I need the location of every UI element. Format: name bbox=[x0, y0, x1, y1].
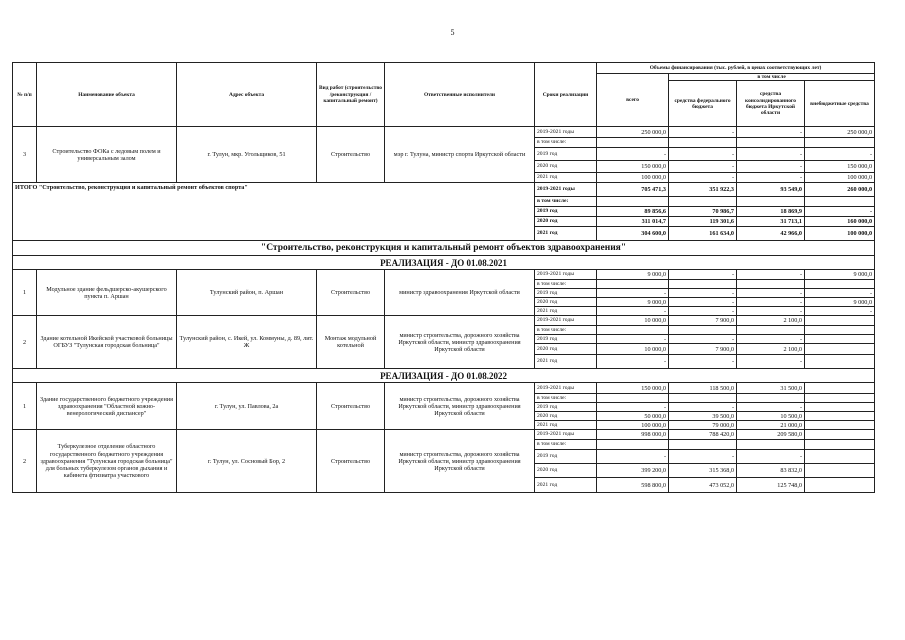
period-cell: 2020 год bbox=[535, 217, 597, 227]
extra-cell bbox=[805, 355, 875, 369]
extra-cell bbox=[805, 421, 875, 430]
federal-cell: 39 500,0 bbox=[669, 412, 737, 421]
col-name: Наименование объекта bbox=[37, 63, 177, 127]
object-responsible: министр строительства, дорожного хозяйства Иркутской области, министр здравоохранения Иркутской области bbox=[385, 316, 535, 369]
col-extra: внебюджетные средства bbox=[805, 81, 875, 127]
object-number: 2 bbox=[13, 430, 37, 493]
regional-cell bbox=[737, 326, 805, 335]
object-address: Тулунский район, п. Аршан bbox=[177, 270, 317, 316]
object-address: г. Тулун, мкр. Угольщиков, 51 bbox=[177, 127, 317, 183]
object-address: Тулунский район, с. Икей, ул. Коммуны, д. 89, лит. Ж bbox=[177, 316, 317, 369]
federal-cell bbox=[669, 394, 737, 403]
object-address: г. Тулун, ул. Павлова, 2а bbox=[177, 383, 317, 430]
extra-cell: 100 000,0 bbox=[805, 173, 875, 183]
total-cell: 10 000,0 bbox=[597, 316, 669, 326]
object-number: 1 bbox=[13, 383, 37, 430]
period-cell: 2019-2021 годы bbox=[535, 316, 597, 326]
total-cell: 598 800,0 bbox=[597, 478, 669, 493]
object-number: 3 bbox=[13, 127, 37, 183]
period-cell: 2021 год bbox=[535, 173, 597, 183]
extra-cell bbox=[805, 335, 875, 344]
regional-cell bbox=[737, 280, 805, 289]
col-total: всего bbox=[597, 74, 669, 127]
regional-cell: - bbox=[737, 289, 805, 298]
extra-cell bbox=[805, 316, 875, 326]
total-cell bbox=[597, 197, 669, 207]
period-cell: в том числе: bbox=[535, 138, 597, 148]
regional-cell: 10 500,0 bbox=[737, 412, 805, 421]
extra-cell bbox=[805, 394, 875, 403]
federal-cell: 7 900,0 bbox=[669, 316, 737, 326]
object-name: Модульное здание фельдшерско-акушерского пункта п. Аршан bbox=[37, 270, 177, 316]
extra-cell bbox=[805, 430, 875, 440]
extra-cell bbox=[805, 464, 875, 478]
regional-cell: - bbox=[737, 335, 805, 344]
regional-cell: - bbox=[737, 270, 805, 280]
col-regional: средства консолидированного бюджета Иркутской области bbox=[737, 81, 805, 127]
federal-cell: 70 986,7 bbox=[669, 207, 737, 217]
page-number: 5 bbox=[450, 28, 455, 37]
federal-cell: - bbox=[669, 403, 737, 412]
federal-cell: 118 500,0 bbox=[669, 383, 737, 394]
extra-cell bbox=[805, 450, 875, 464]
extra-cell bbox=[805, 280, 875, 289]
object-address: г. Тулун, ул. Сосновый Бор, 2 bbox=[177, 430, 317, 493]
object-name: Строительство ФОКа с ледовым полем и универсальным залом bbox=[37, 127, 177, 183]
extra-cell: 9 000,0 bbox=[805, 270, 875, 280]
regional-cell: 42 966,0 bbox=[737, 227, 805, 241]
extra-cell: 100 000,0 bbox=[805, 227, 875, 241]
object-work-type: Строительство bbox=[317, 430, 385, 493]
federal-cell bbox=[669, 138, 737, 148]
extra-cell bbox=[805, 326, 875, 335]
total-cell: 399 200,0 bbox=[597, 464, 669, 478]
period-cell: 2021 год bbox=[535, 355, 597, 369]
regional-cell bbox=[737, 138, 805, 148]
extra-cell: 160 000,0 bbox=[805, 217, 875, 227]
itogo-row bbox=[13, 183, 875, 197]
regional-cell: - bbox=[737, 173, 805, 183]
federal-cell: - bbox=[669, 161, 737, 173]
object-name: Здание государственного бюджетного учреждения здравоохранения "Областной кожно-венерологический диспансер" bbox=[37, 383, 177, 430]
extra-cell: 150 000,0 bbox=[805, 161, 875, 173]
total-cell: 9 000,0 bbox=[597, 298, 669, 307]
object-responsible: мэр г. Тулуна, министр спорта Иркутской области bbox=[385, 127, 535, 183]
federal-cell: 119 301,6 bbox=[669, 217, 737, 227]
table-row bbox=[13, 383, 875, 394]
federal-cell: 315 368,0 bbox=[669, 464, 737, 478]
col-federal: средства федерального бюджета bbox=[669, 81, 737, 127]
federal-cell: 788 420,0 bbox=[669, 430, 737, 440]
extra-cell: - bbox=[805, 148, 875, 161]
total-cell: 150 000,0 bbox=[597, 383, 669, 394]
period-cell: 2021 год bbox=[535, 227, 597, 241]
period-cell: 2020 год bbox=[535, 161, 597, 173]
period-cell: в том числе: bbox=[535, 440, 597, 450]
federal-cell: 351 922,3 bbox=[669, 183, 737, 197]
regional-cell: - bbox=[737, 450, 805, 464]
col-work-type: Вид работ (строительство /реконструкция /капитальный ремонт) bbox=[317, 63, 385, 127]
total-cell: - bbox=[597, 335, 669, 344]
federal-cell: - bbox=[669, 289, 737, 298]
object-number: 2 bbox=[13, 316, 37, 369]
period-cell: 2019 год bbox=[535, 207, 597, 217]
regional-cell: - bbox=[737, 161, 805, 173]
federal-cell: - bbox=[669, 298, 737, 307]
federal-cell: - bbox=[669, 148, 737, 161]
object-responsible: министр строительства, дорожного хозяйства Иркутской области, министр здравоохранения Иркутской области bbox=[385, 430, 535, 493]
period-cell: 2019-2021 годы bbox=[535, 430, 597, 440]
object-work-type: Строительство bbox=[317, 127, 385, 183]
federal-cell: 473 052,0 bbox=[669, 478, 737, 493]
total-cell: - bbox=[597, 355, 669, 369]
regional-cell: 93 549,0 bbox=[737, 183, 805, 197]
period-cell: 2019 год bbox=[535, 450, 597, 464]
period-cell: в том числе: bbox=[535, 394, 597, 403]
period-cell: в том числе: bbox=[535, 326, 597, 335]
total-cell: - bbox=[597, 403, 669, 412]
object-responsible: министр строительства, дорожного хозяйства Иркутской области, министр здравоохранения Иркутской области bbox=[385, 383, 535, 430]
total-cell: 250 000,0 bbox=[597, 127, 669, 138]
total-cell: 705 471,3 bbox=[597, 183, 669, 197]
total-cell bbox=[597, 440, 669, 450]
regional-cell: - bbox=[737, 148, 805, 161]
total-cell bbox=[597, 138, 669, 148]
extra-cell: - bbox=[805, 289, 875, 298]
period-cell: 2020 год bbox=[535, 298, 597, 307]
total-cell: 998 000,0 bbox=[597, 430, 669, 440]
table-row bbox=[13, 430, 875, 440]
extra-cell bbox=[805, 478, 875, 493]
federal-cell bbox=[669, 280, 737, 289]
itogo-label: ИТОГО "Строительство, реконструкция и капитальный ремонт объектов спорта" bbox=[13, 183, 535, 241]
federal-cell: 161 634,0 bbox=[669, 227, 737, 241]
period-cell: 2019-2021 годы bbox=[535, 183, 597, 197]
period-cell: 2019-2021 годы bbox=[535, 383, 597, 394]
realization-2021-title: РЕАЛИЗАЦИЯ - ДО 01.08.2021 bbox=[13, 256, 875, 270]
period-cell: 2019 год bbox=[535, 148, 597, 161]
regional-cell: - bbox=[737, 307, 805, 316]
period-cell: 2020 год bbox=[535, 464, 597, 478]
table-row bbox=[13, 270, 875, 280]
col-terms: Сроки реализации bbox=[535, 63, 597, 127]
total-cell: - bbox=[597, 289, 669, 298]
federal-cell: - bbox=[669, 450, 737, 464]
federal-cell bbox=[669, 326, 737, 335]
regional-cell: - bbox=[737, 298, 805, 307]
object-work-type: Монтаж модульной котельной bbox=[317, 316, 385, 369]
extra-cell bbox=[805, 197, 875, 207]
regional-cell bbox=[737, 197, 805, 207]
total-cell: 150 000,0 bbox=[597, 161, 669, 173]
extra-cell bbox=[805, 403, 875, 412]
col-num: № п/п bbox=[13, 63, 37, 127]
total-cell: 9 000,0 bbox=[597, 270, 669, 280]
federal-cell: - bbox=[669, 307, 737, 316]
period-cell: в том числе: bbox=[535, 280, 597, 289]
period-cell: 2019-2021 годы bbox=[535, 127, 597, 138]
extra-cell bbox=[805, 138, 875, 148]
total-cell: - bbox=[597, 148, 669, 161]
total-cell: 100 000,0 bbox=[597, 173, 669, 183]
object-name: Здание котельной Икейской участковой больницы ОГБУЗ "Тулунская городская больница" bbox=[37, 316, 177, 369]
regional-cell bbox=[737, 394, 805, 403]
regional-cell: 2 100,0 bbox=[737, 344, 805, 355]
regional-cell: 21 000,0 bbox=[737, 421, 805, 430]
total-cell bbox=[597, 326, 669, 335]
extra-cell: - bbox=[805, 207, 875, 217]
col-incl: в том числе bbox=[669, 74, 875, 81]
federal-cell: - bbox=[669, 335, 737, 344]
period-cell: 2019-2021 годы bbox=[535, 270, 597, 280]
regional-cell: 83 832,0 bbox=[737, 464, 805, 478]
regional-cell: 31 500,0 bbox=[737, 383, 805, 394]
regional-cell: - bbox=[737, 355, 805, 369]
extra-cell: 260 000,0 bbox=[805, 183, 875, 197]
federal-cell: - bbox=[669, 127, 737, 138]
object-work-type: Строительство bbox=[317, 383, 385, 430]
col-responsible: Ответственные исполнители bbox=[385, 63, 535, 127]
federal-cell: 79 000,0 bbox=[669, 421, 737, 430]
object-number: 1 bbox=[13, 270, 37, 316]
total-cell: - bbox=[597, 307, 669, 316]
extra-cell: 9 000,0 bbox=[805, 298, 875, 307]
table-row bbox=[13, 316, 875, 326]
period-cell: 2021 год bbox=[535, 307, 597, 316]
total-cell: 304 600,0 bbox=[597, 227, 669, 241]
period-cell: 2020 год bbox=[535, 344, 597, 355]
financing-table bbox=[12, 62, 875, 493]
period-cell: 2021 год bbox=[535, 478, 597, 493]
federal-cell: - bbox=[669, 355, 737, 369]
realization-2022-title: РЕАЛИЗАЦИЯ - ДО 01.08.2022 bbox=[13, 369, 875, 383]
col-funding: Объемы финансирования (тыс. рублей, в ценах соответствующих лет) bbox=[597, 63, 875, 74]
period-cell: 2019 год bbox=[535, 403, 597, 412]
col-address: Адрес объекта bbox=[177, 63, 317, 127]
total-cell bbox=[597, 280, 669, 289]
period-cell: 2021 год bbox=[535, 421, 597, 430]
section-title: "Строительство, реконструкция и капитальный ремонт объектов здравоохранения" bbox=[13, 241, 875, 256]
table-row bbox=[13, 127, 875, 138]
federal-cell: 7 900,0 bbox=[669, 344, 737, 355]
extra-cell bbox=[805, 383, 875, 394]
period-cell: 2019 год bbox=[535, 335, 597, 344]
total-cell: 100 000,0 bbox=[597, 421, 669, 430]
total-cell: - bbox=[597, 450, 669, 464]
object-name: Туберкулезное отделение областного государственного бюджетного учреждения здравоохранения "Тулунская городская больница" для больных туберкулезом органов дыхания и кабинета фтизиатра участкового bbox=[37, 430, 177, 493]
federal-cell: - bbox=[669, 270, 737, 280]
period-cell: в том числе: bbox=[535, 197, 597, 207]
total-cell: 50 000,0 bbox=[597, 412, 669, 421]
regional-cell: 125 748,0 bbox=[737, 478, 805, 493]
regional-cell: 18 869,9 bbox=[737, 207, 805, 217]
period-cell: 2019 год bbox=[535, 289, 597, 298]
federal-cell bbox=[669, 440, 737, 450]
total-cell: 311 014,7 bbox=[597, 217, 669, 227]
regional-cell: 209 580,0 bbox=[737, 430, 805, 440]
extra-cell bbox=[805, 440, 875, 450]
total-cell bbox=[597, 394, 669, 403]
regional-cell: - bbox=[737, 127, 805, 138]
object-responsible: министр здравоохранения Иркутской области bbox=[385, 270, 535, 316]
period-cell: 2020 год bbox=[535, 412, 597, 421]
extra-cell bbox=[805, 412, 875, 421]
total-cell: 10 000,0 bbox=[597, 344, 669, 355]
extra-cell bbox=[805, 344, 875, 355]
regional-cell bbox=[737, 440, 805, 450]
object-work-type: Строительство bbox=[317, 270, 385, 316]
regional-cell: - bbox=[737, 403, 805, 412]
regional-cell: 2 100,0 bbox=[737, 316, 805, 326]
extra-cell: 250 000,0 bbox=[805, 127, 875, 138]
federal-cell bbox=[669, 197, 737, 207]
extra-cell: - bbox=[805, 307, 875, 316]
regional-cell: 31 713,1 bbox=[737, 217, 805, 227]
federal-cell: - bbox=[669, 173, 737, 183]
total-cell: 89 856,6 bbox=[597, 207, 669, 217]
